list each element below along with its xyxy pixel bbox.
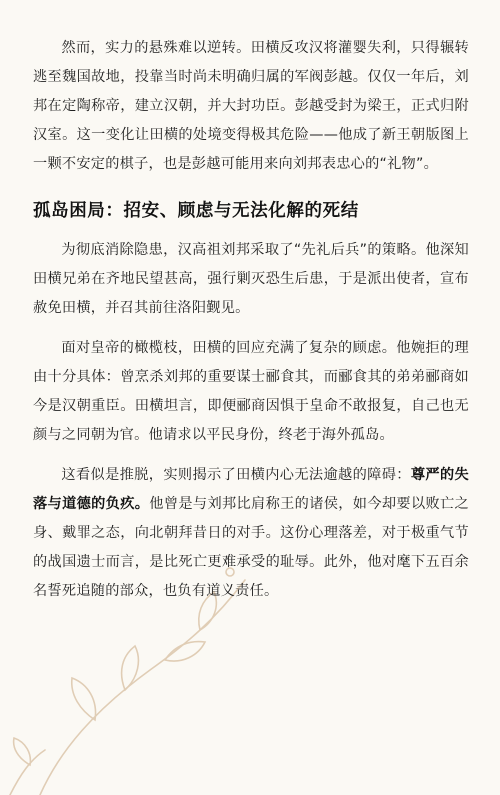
paragraph-4-emphasis: 尊严的失落与道德的负疚。 [33, 467, 469, 512]
paragraph-4 [33, 461, 469, 606]
paragraph-4-text-end: 他曾是与刘邦比肩称王的诸侯，如今却要以败亡之身、戴罪之态，向北朝拜昔日的对手。这份心理落差，对于极重气节的战国遗士而言，是比死亡更难承受的耻辱。此外，他对麾下五百余名誓死追随的部众，也负有道义责任。 [33, 496, 469, 599]
section-heading: 孤岛困局：招安、顾虑与无法化解的死结 [33, 201, 359, 221]
paragraph-3: 面对皇帝的橄榄枝，田横的回应充满了复杂的顾虑。他婉拒的理由十分具体：曾烹杀刘邦的重要谋士郦食其，而郦食其的弟弟郦商如今是汉朝重臣。田横坦言，即便郦商因惧于皇命不敢报复，自己也无颜与之同朝为官。他请求以平民身份，终老于海外孤岛。 [33, 340, 469, 443]
article-body [33, 34, 469, 606]
paragraph-4-text-start: 这看似是推脱，实则揭示了田横内心无法逾越的障碍： [61, 467, 411, 483]
paragraph-1: 然而，实力的悬殊难以逆转。田横反攻汉将灌婴失利，只得辗转逃至魏国故地，投靠当时尚未明确归属的军阀彭越。仅仅一年后，刘邦在定陶称帝，建立汉朝，并大封功臣。彭越受封为梁王，正式归附汉室。这一变化让田横的处境变得极其危险——他成了新王朝版图上一颗不安定的棋子，也是彭越可能用来向刘邦表忠心的“礼物”。 [33, 40, 469, 172]
paragraph-2: 为彻底消除隐患，汉高祖刘邦采取了“先礼后兵”的策略。他深知田横兄弟在齐地民望甚高，强行剿灭恐生后患，于是派出使者，宣布赦免田横，并召其前往洛阳觐见。 [33, 242, 469, 316]
